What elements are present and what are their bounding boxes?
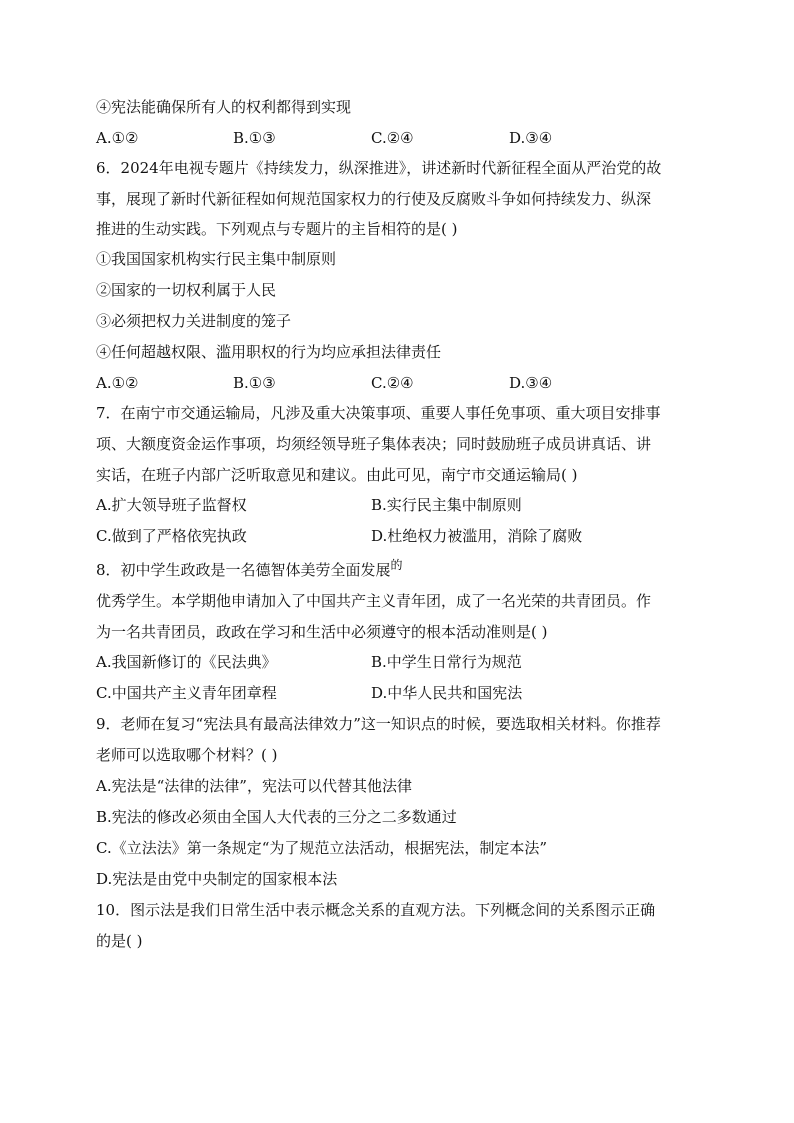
q7-stem-line-3: 实话，在班子内部广泛听取意见和建议。由此可见，南宁市交通运输局( ): [96, 466, 578, 484]
q9-option-c: C.《立法法》第一条规定“为了规范立法活动，根据宪法，制定本法”: [96, 839, 548, 857]
q6-option-d: D.③④: [509, 374, 553, 392]
q9-option-d: D.宪法是由党中央制定的国家根本法: [96, 870, 338, 888]
q5-statement-4: ④宪法能确保所有人的权利都得到实现: [96, 98, 352, 116]
q5-option-a: A.①②: [96, 129, 139, 147]
q8-stem-line-1-main: 8．初中学生政政是一名德智体美劳全面发展: [96, 561, 391, 579]
q7-stem-line-1: 7．在南宁市交通运输局，凡涉及重大决策事项、重要人事任免事项、重大项目安排事: [96, 404, 661, 422]
q7-option-b: B.实行民主集中制原则: [371, 496, 522, 514]
q8-option-c: C.中国共产主义青年团章程: [96, 684, 277, 702]
q6-stem-line-3: 推进的生动实践。下列观点与专题片的主旨相符的是( ): [96, 220, 458, 238]
q8-option-d: D.中华人民共和国宪法: [371, 684, 523, 702]
q9-option-a: A.宪法是“法律的法律”，宪法可以代替其他法律: [96, 777, 412, 795]
q8-option-a: A.我国新修订的《民法典》: [96, 653, 277, 671]
q5-option-c: C.②④: [371, 129, 414, 147]
q7-option-a: A.扩大领导班子监督权: [96, 496, 247, 514]
q6-statement-2: ②国家的一切权利属于人民: [96, 281, 277, 299]
q9-stem-line-1: 9．老师在复习“宪法具有最高法律效力”这一知识点的时候，要选取相关材料。你推荐: [96, 715, 661, 733]
q8-stem-line-1-tail: 的: [390, 558, 403, 572]
q7-option-d: D.杜绝权力被滥用，消除了腐败: [371, 527, 583, 545]
q10-stem-line-1: 10．图示法是我们日常生活中表示概念关系的直观方法。下列概念间的关系图示正确: [96, 901, 656, 919]
q8-option-b: B.中学生日常行为规范: [371, 653, 522, 671]
q9-option-b: B.宪法的修改必须由全国人大代表的三分之二多数通过: [96, 808, 457, 826]
q10-stem-line-2: 的是( ): [96, 932, 143, 950]
q5-option-b: B.①③: [233, 129, 276, 147]
q6-option-a: A.①②: [96, 374, 139, 392]
q6-stem-line-2: 事，展现了新时代新征程如何规范国家权力的行使及反腐败斗争如何持续发力、纵深: [96, 190, 652, 208]
q6-statement-1: ①我国国家机构实行民主集中制原则: [96, 250, 337, 268]
q5-option-d: D.③④: [509, 129, 553, 147]
q6-statement-4: ④任何超越权限、滥用职权的行为均应承担法律责任: [96, 343, 442, 361]
q7-stem-line-2: 项、大额度资金运作事项，均须经领导班子集体表决；同时鼓励班子成员讲真话、讲: [96, 435, 652, 453]
q8-stem-line-3: 为一名共青团员，政政在学习和生活中必须遵守的根本活动准则是( ): [96, 623, 548, 641]
q8-stem-line-2: 优秀学生。本学期他申请加入了中国共产主义青年团，成了一名光荣的共青团员。作: [96, 592, 652, 610]
q8-stem-line-1: [96, 560, 403, 581]
q6-option-b: B.①③: [233, 374, 276, 392]
q6-stem-line-1: 6．2024年电视专题片《持续发力，纵深推进》，讲述新时代新征程全面从严治党的故: [96, 159, 662, 177]
q6-statement-3: ③必须把权力关进制度的笼子: [96, 312, 292, 330]
q6-option-c: C.②④: [371, 374, 414, 392]
q7-option-c: C.做到了严格依宪执政: [96, 527, 247, 545]
q9-stem-line-2: 老师可以选取哪个材料？( ): [96, 746, 278, 764]
